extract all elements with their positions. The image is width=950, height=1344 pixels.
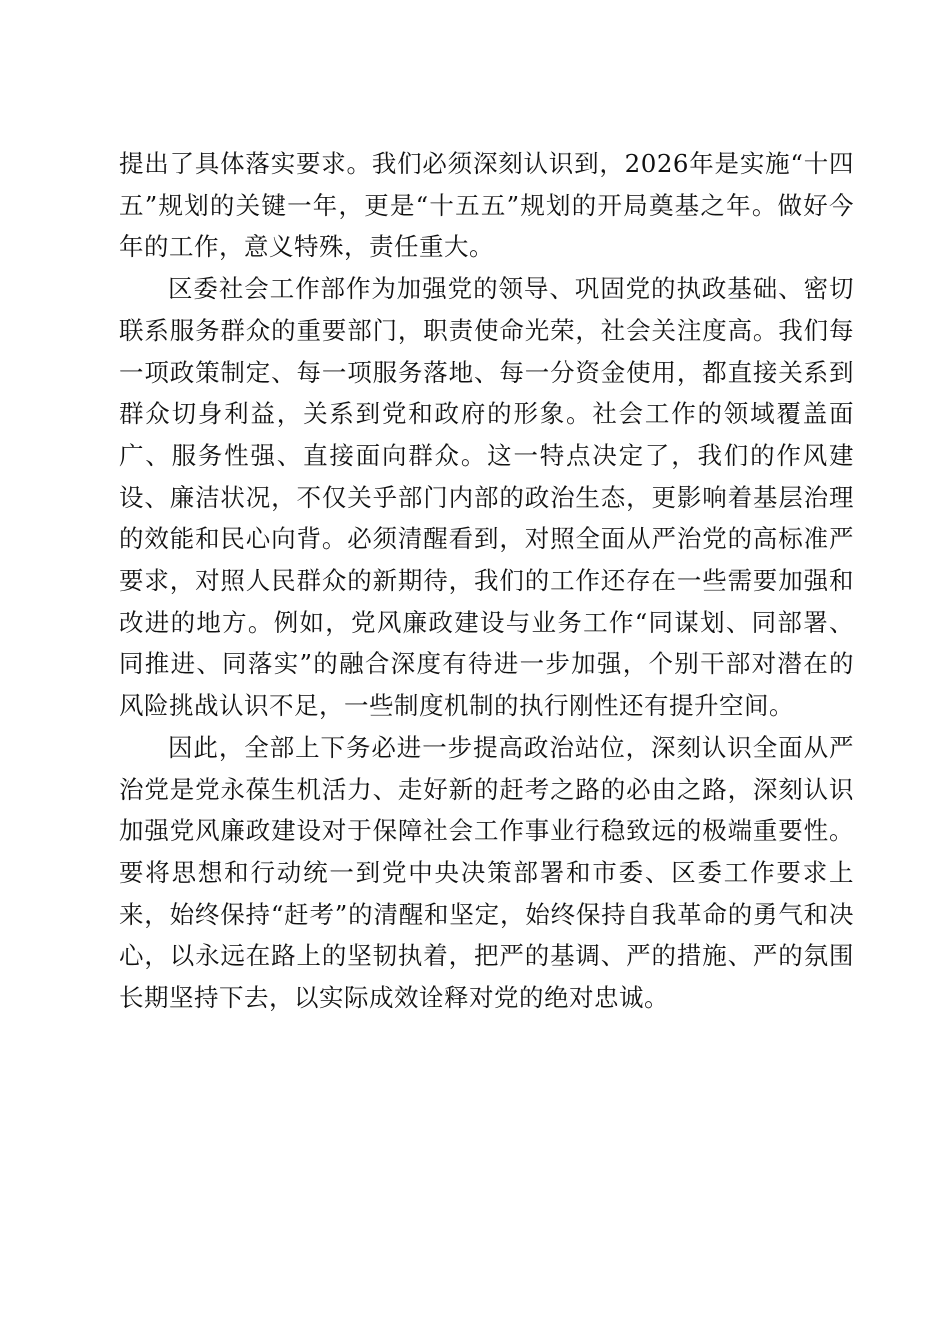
document-body (119, 143, 854, 1019)
paragraph-continuation: 提出了具体落实要求。我们必须深刻认识到，2026年是实施“十四五”规划的关键一年，更是“十五五”规划的开局奠基之年。做好今年的工作，意义特殊，责任重大。 (119, 149, 854, 262)
paragraph-conclusion: 因此，全部上下务必进一步提高政治站位，深刻认识全面从严治党是党永葆生机活力、走好新的赶考之路的必由之路，深刻认识加强党风廉政建设对于保障社会工作事业行稳致远的极端重要性。要将思想和行动统一到党中央决策部署和市委、区委工作要求上来，始终保持“赶考”的清醒和坚定，始终保持自我革命的勇气和决心，以永远在路上的坚韧执着，把严的基调、严的措施、严的氛围长期坚持下去，以实际成效诠释对党的绝对忠诚。 (119, 732, 854, 1013)
paragraph-department-role: 区委社会工作部作为加强党的领导、巩固党的执政基础、密切联系服务群众的重要部门，职责使命光荣，社会关注度高。我们每一项政策制定、每一项服务落地、每一分资金使用，都直接关系到群众切身利益，关系到党和政府的形象。社会工作的领域覆盖面广、服务性强、直接面向群众。这一特点决定了，我们的作风建设、廉洁状况，不仅关乎部门内部的政治生态，更影响着基层治理的效能和民心向背。必须清醒看到，对照全面从严治党的高标准严要求，对照人民群众的新期待，我们的工作还存在一些需要加强和改进的地方。例如，党风廉政建设与业务工作“同谋划、同部署、同推进、同落实”的融合深度有待进一步加强，个别干部对潜在的风险挑战认识不足，一些制度机制的执行刚性还有提升空间。 (119, 274, 854, 721)
